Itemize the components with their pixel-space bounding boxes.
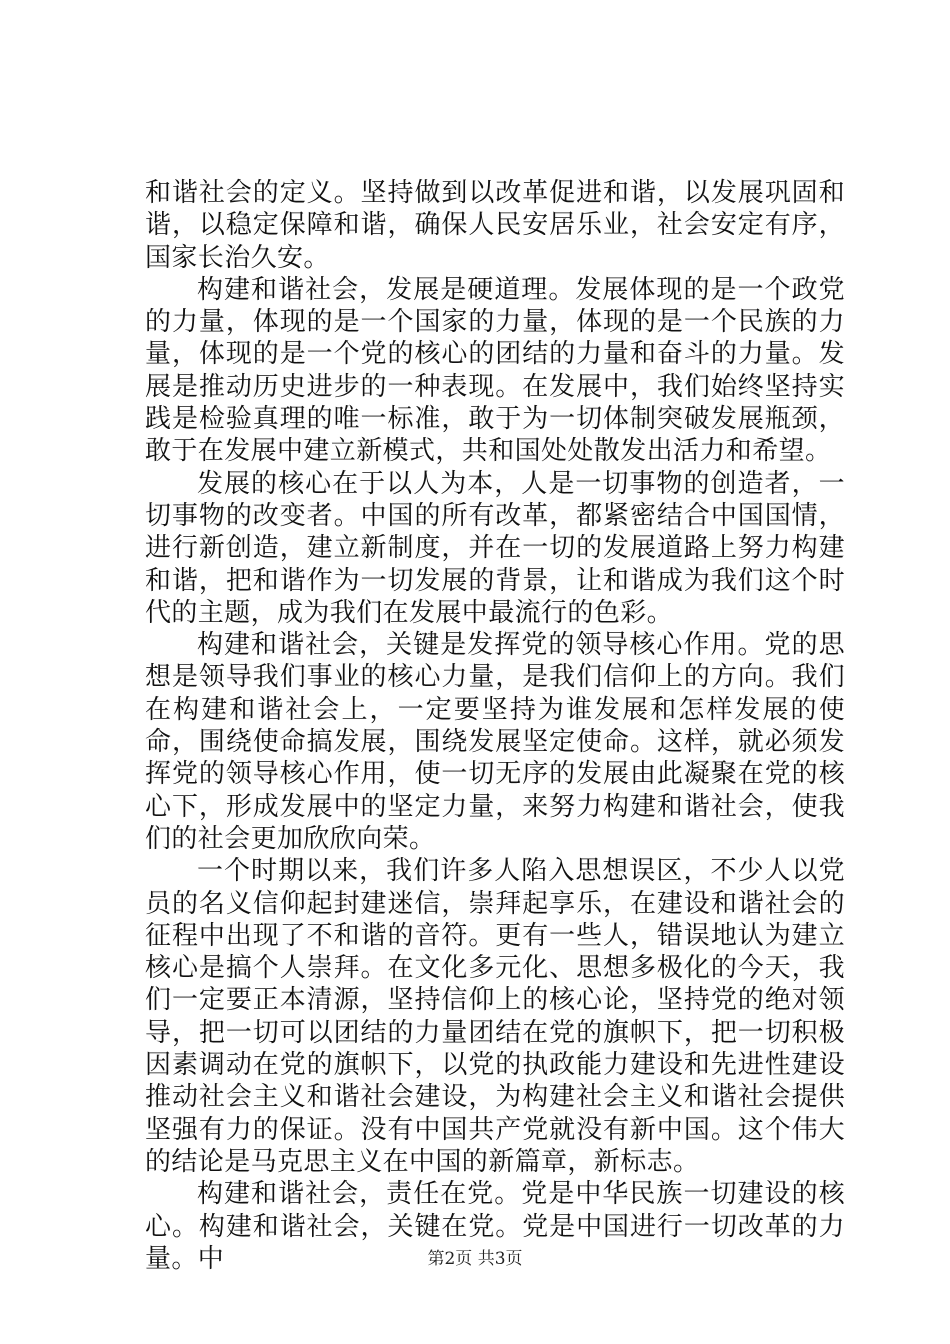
paragraph-misconceptions: 一个时期以来，我们许多人陷入思想误区，不少人以党员的名义信仰起封建迷信，崇拜起享乐，在建设和谐社会的征程中出现了不和谐的音符。更有一些人，错误地认为建立核心是搞个人崇拜。在文化多元化、思想多极化的今天，我们一定要正本清源，坚持信仰上的核心论，坚持党的绝对领导，把一切可以团结的力量团结在党的旗帜下，把一切积极因素调动在党的旗帜下，以党的执政能力建设和先进性建设推动社会主义和谐社会建设，为构建社会主义和谐社会提供坚强有力的保证。没有中国共产党就没有新中国。这个伟大的结论是马克思主义在中国的新篇章，新标志。 [145, 856, 845, 1177]
paragraph-party-responsibility: 构建和谐社会，责任在党。党是中华民族一切建设的核心。构建和谐社会，关键在党。党是中国进行一切改革的力量。中 [145, 1179, 845, 1274]
paragraph-party-leadership: 构建和谐社会，关键是发挥党的领导核心作用。党的思想是领导我们事业的核心力量，是我们信仰上的方向。我们在构建和谐社会上，一定要坚持为谁发展和怎样发展的使命，围绕使命搞发展，围绕发展坚定使命。这样，就必须发挥党的领导核心作用，使一切无序的发展由此凝聚在党的核心下，形成发展中的坚定力量，来努力构建和谐社会，使我们的社会更加欣欣向荣。 [145, 630, 845, 854]
document-body [145, 177, 845, 1275]
paragraph-development: 构建和谐社会，发展是硬道理。发展体现的是一个政党的力量，体现的是一个国家的力量，体现的是一个民族的力量，体现的是一个党的核心的团结的力量和奋斗的力量。发展是推动历史进步的一种表现。在发展中，我们始终坚持实践是检验真理的唯一标准，敢于为一切体制突破发展瓶颈，敢于在发展中建立新模式，共和国处处散发出活力和希望。 [145, 274, 845, 467]
paragraph-people-centered: 发展的核心在于以人为本，人是一切事物的创造者，一切事物的改变者。中国的所有改革，都紧密结合中国国情，进行新创造，建立新制度，并在一切的发展道路上努力构建和谐，把和谐作为一切发展的背景，让和谐成为我们这个时代的主题，成为我们在发展中最流行的色彩。 [145, 468, 845, 628]
paragraph-continuation: 和谐社会的定义。坚持做到以改革促进和谐，以发展巩固和谐，以稳定保障和谐，确保人民安居乐业，社会安定有序，国家长治久安。 [145, 178, 845, 273]
page-footer: 第2页 共3页 [427, 1249, 523, 1269]
